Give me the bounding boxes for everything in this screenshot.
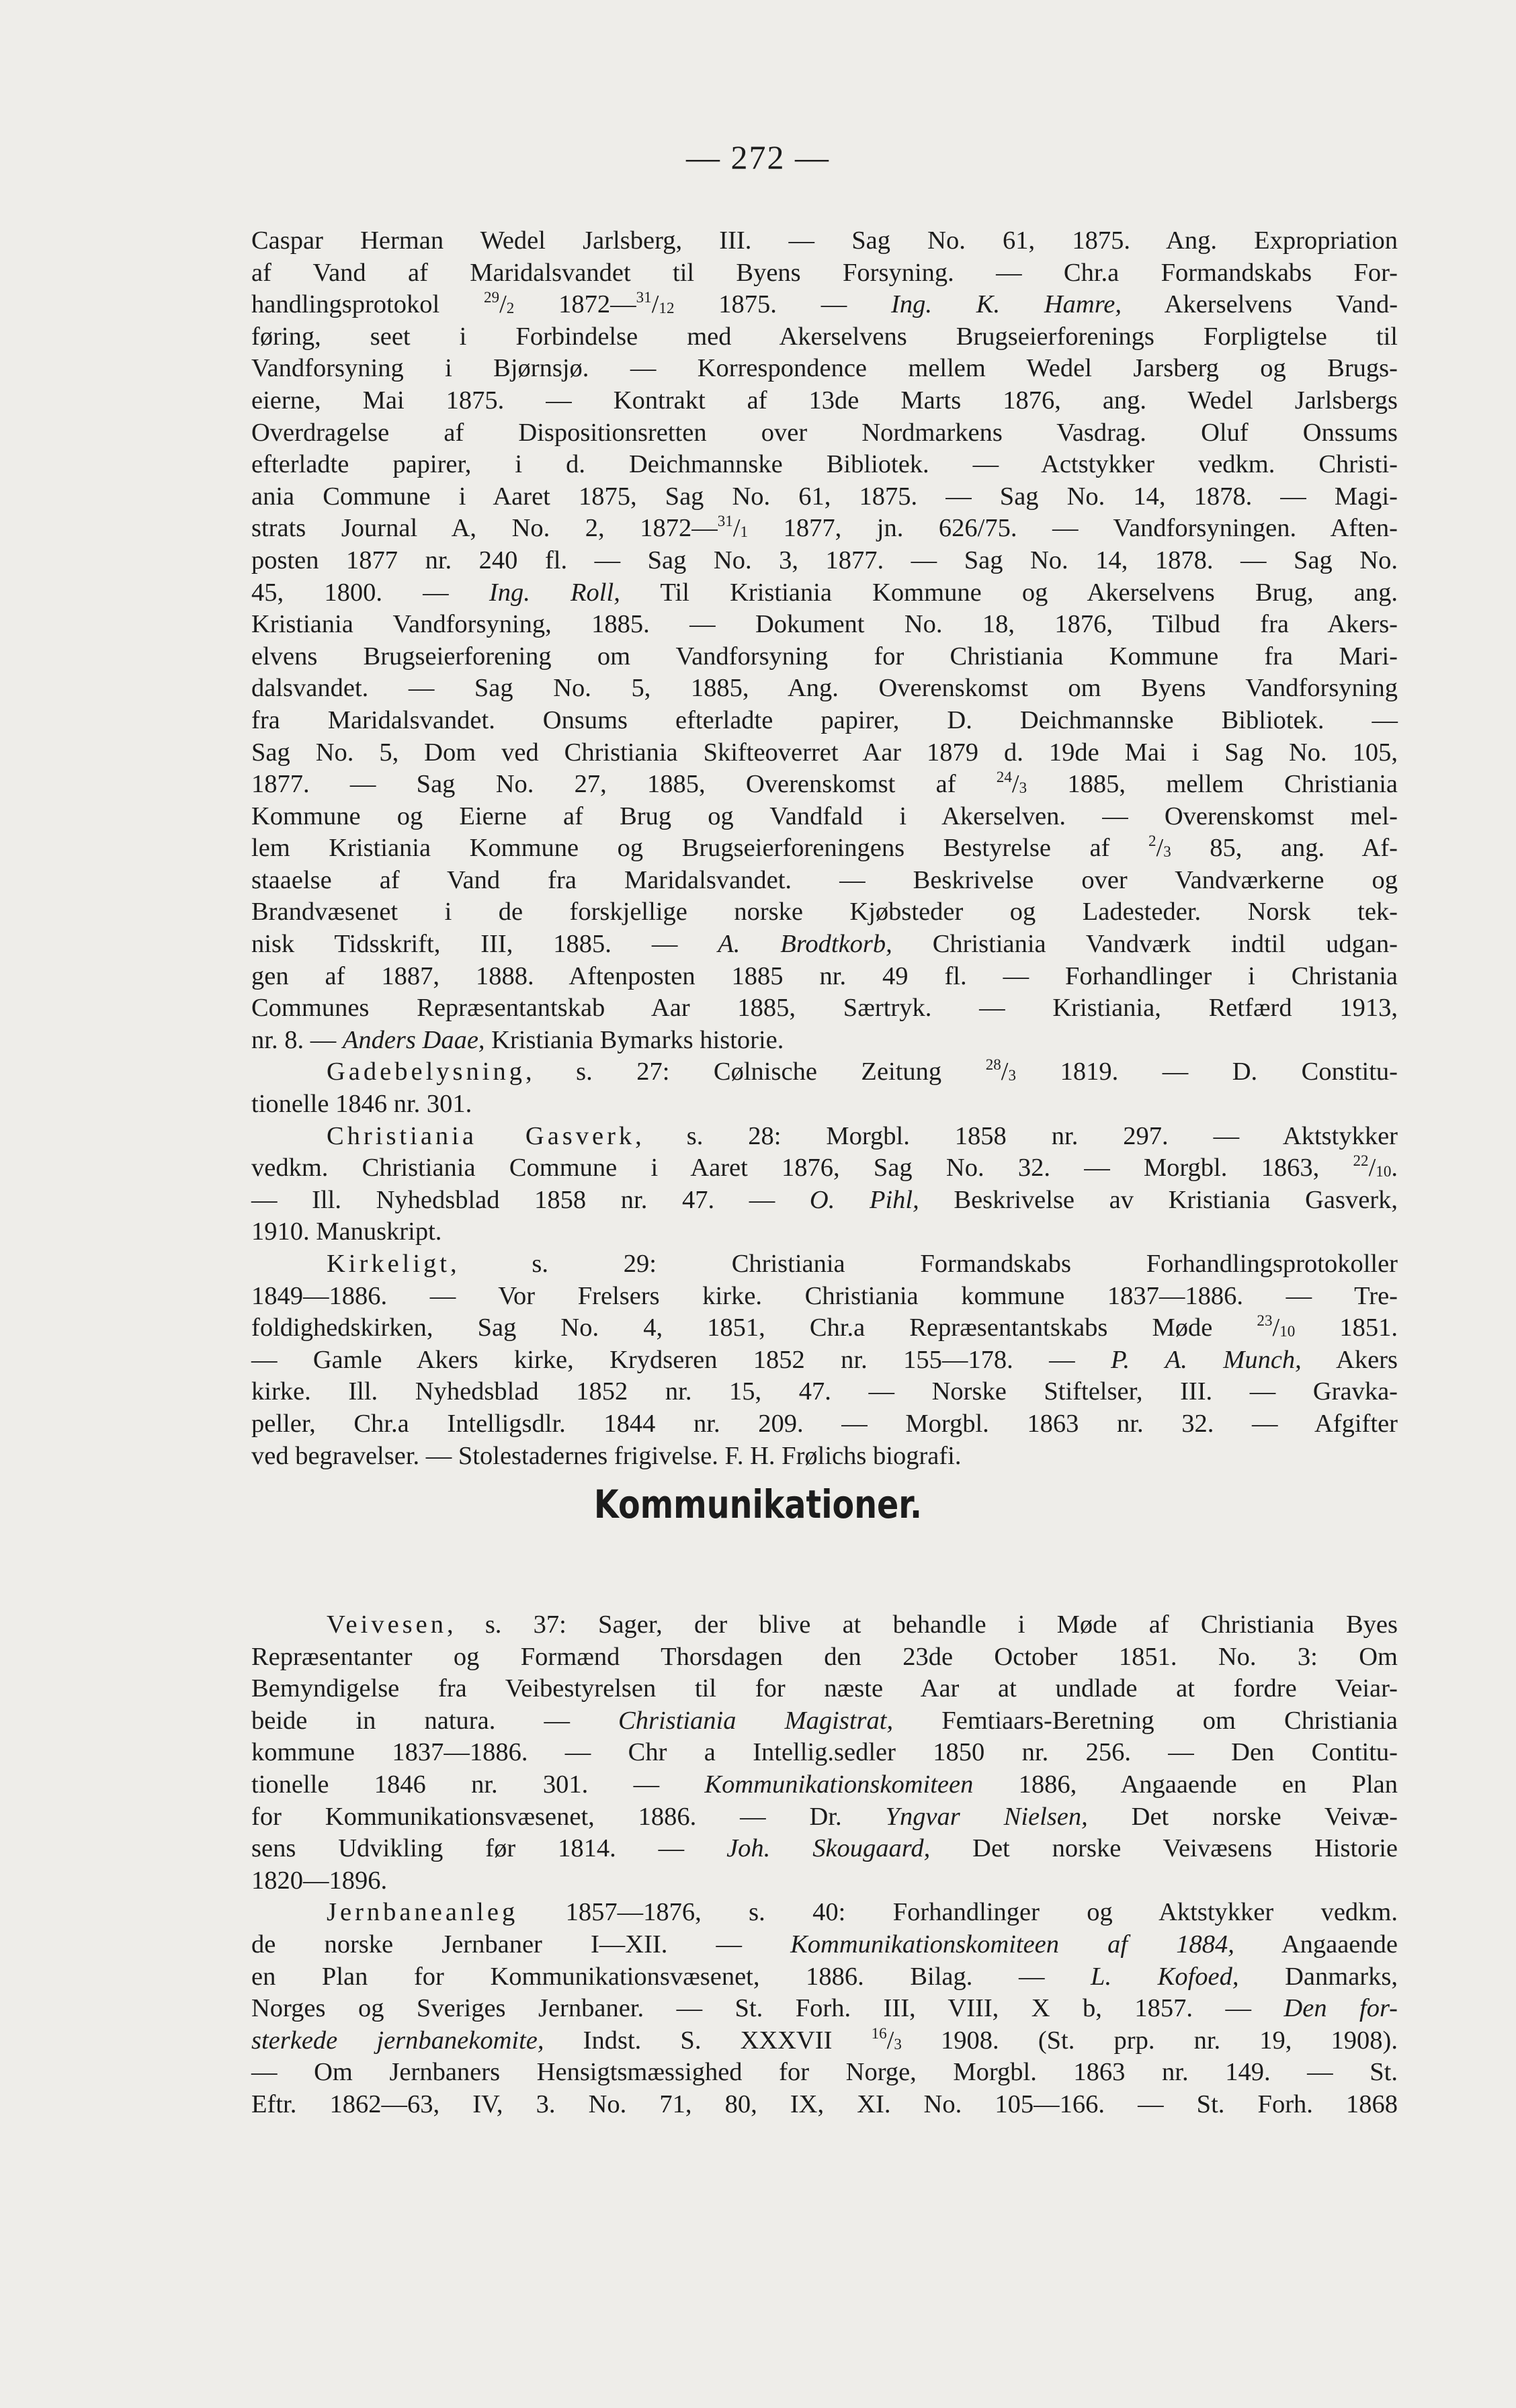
text-line: de norske Jernbaner I—XII. — Kommunikationskomiteen af 1884, Angaaende — [251, 1930, 1398, 1959]
text-line: ved begravelser. — Stolestadernes frigivelse. F. H. Frølichs biografi. — [251, 1441, 962, 1470]
text-line: staaelse af Vand fra Maridalsvandet. — Beskrivelse over Vandværkerne og — [251, 865, 1398, 894]
text-line: eierne, Mai 1875. — Kontrakt af 13de Marts 1876, ang. Wedel Jarlsbergs — [251, 386, 1398, 415]
section-heading: Kommunikationer. — [593, 1481, 923, 1527]
text-line: 1820—1896. — [251, 1866, 388, 1895]
author-name: Ing. Roll, — [489, 578, 620, 607]
text-line: gen af 1887, 1888. Aftenposten 1885 nr. 49 fl. — Forhandlinger i Christania — [251, 961, 1398, 990]
entry-gadebelysning: Gadebelysning, s. 27: Cølnische Zeitung $^{28}/_3$ 1819. — D. Constitu- — [327, 1056, 1398, 1086]
entry-veivesen: Veivesen, s. 37: Sager, der blive at behandle i Møde af Christiania Byes — [327, 1610, 1398, 1639]
text-line: tionelle 1846 nr. 301. — [251, 1090, 472, 1119]
entry-jernbaneanleg: Jernbaneanleg 1857—1876, s. 40: Forhandlinger og Aktstykker vedkm. — [327, 1898, 1398, 1927]
text-line: Sag No. 5, Dom ved Christiania Skifteoverret Aar 1879 d. 19de Mai i Sag No. 105, — [251, 738, 1398, 767]
text-line: — Ill. Nyhedsblad 1858 nr. 47. — O. Pihl, Beskrivelse av Kristiania Gasverk, — [251, 1185, 1398, 1214]
bibliography-section-1 — [251, 225, 1398, 1472]
entry-keyword: Jernbaneanleg — [327, 1898, 519, 1927]
text-line: Brandvæsenet i de forskjellige norske Kjøbsteder og Ladesteder. Norsk tek- — [251, 898, 1398, 927]
text-line: sterkede jernbanekomite, Indst. S. XXXVII $^{16}/_3$ 1908. (St. prp. nr. 19, 1908). — [251, 2024, 1398, 2055]
text-line: kommune 1837—1886. — Chr a Intellig.sedler 1850 nr. 256. — Den Contitu- — [251, 1738, 1398, 1767]
text-line: efterladte papirer, i d. Deichmannske Bibliotek. — Actstykker vedkm. Christi- — [251, 450, 1398, 479]
text-line: Kristiania Vandforsyning, 1885. — Dokument No. 18, 1876, Tilbud fra Akers- — [251, 610, 1398, 639]
author-name: Den for- — [1283, 1994, 1398, 2023]
entry-keyword: Veivesen — [327, 1610, 447, 1639]
text-line: — Om Jernbaners Hensigtsmæssighed for Norge, Morgbl. 1863 nr. 149. — St. — [251, 2058, 1398, 2087]
author-name: Anders Daae, — [342, 1025, 485, 1054]
text-line: sens Udvikling før 1814. — Joh. Skougaard, Det norske Veivæsens Historie — [251, 1834, 1398, 1863]
author-name: L. Kofoed, — [1091, 1962, 1239, 1991]
text-line: for Kommunikationsvæsenet, 1886. — Dr. Yngvar Nielsen, Det norske Veivæ- — [251, 1802, 1398, 1831]
text-line: handlingsprotokol $^{29}/_2$ $1872—^{31}/_{12}$ 1875. — Ing. K. Hamre, Akerselvens Vand- — [251, 288, 1398, 319]
entry-christiania-gasverk: Christiania Gasverk, s. 28: Morgbl. 1858 nr. 297. — Aktstykker — [327, 1121, 1398, 1150]
text-line: 1910. Manuskript. — [251, 1217, 442, 1246]
bibliography-section-2 — [251, 1609, 1398, 2121]
entry-keyword: Gadebelysning — [327, 1058, 525, 1086]
text-line: kirke. Ill. Nyhedsblad 1852 nr. 15, 47. — Norske Stiftelser, III. — Gravka- — [251, 1377, 1398, 1406]
text-line: elvens Brugseierforening om Vandforsyning for Christiania Kommune fra Mari- — [251, 642, 1398, 671]
author-name: Yngvar Nielsen, — [885, 1802, 1088, 1831]
text-line: nisk Tidsskrift, III, 1885. — A. Brodtkorb, Christiania Vandværk indtil udgan- — [251, 930, 1398, 959]
text-line: tionelle 1846 nr. 301. — Kommunikationskomiteen 1886, Angaaende en Plan — [251, 1770, 1398, 1799]
text-line: foldighedskirken, Sag No. 4, 1851, Chr.a Repræsentantskabs Møde $^{23}/_{10}$ 1851. — [251, 1312, 1398, 1342]
text-line: ania Commune i Aaret 1875, Sag No. 61, 1875. — Sag No. 14, 1878. — Magi- — [251, 482, 1398, 511]
text-line: strats Journal A, No. 2, $1872—^{31}/_1$ 1877, jn. 626/75. — Vandforsyningen. Aften- — [251, 512, 1398, 543]
text-line: Overdragelse af Dispositionsretten over Nordmarkens Vasdrag. Oluf Onssums — [251, 418, 1398, 447]
text-line: dalsvandet. — Sag No. 5, 1885, Ang. Overenskomst om Byens Vandforsyning — [251, 674, 1398, 703]
text-line: Eftr. 1862—63, IV, 3. No. 71, 80, IX, XI. No. 105—166. — St. Forh. 1868 — [251, 2090, 1398, 2118]
text-line: fra Maridalsvandet. Onsums efterladte papirer, D. Deichmannske Bibliotek. — — [251, 705, 1398, 734]
text-line: en Plan for Kommunikationsvæsenet, 1886. Bilag. — L. Kofoed, Danmarks, — [251, 1962, 1398, 1991]
text-line: nr. 8. — Anders Daae, Kristiania Bymarks historie. — [251, 1025, 784, 1054]
text-line: 1849—1886. — Vor Frelsers kirke. Christiania kommune 1837—1886. — Tre- — [251, 1281, 1398, 1310]
text-line: Repræsentanter og Formænd Thorsdagen den 23de October 1851. No. 3: Om — [251, 1642, 1398, 1671]
author-name: Joh. Skougaard, — [726, 1834, 931, 1863]
author-name: Christiania Magistrat, — [618, 1706, 894, 1735]
author-name: Kommunikationskomiteen af 1884, — [790, 1930, 1234, 1959]
text-line: Caspar Herman Wedel Jarlsberg, III. — Sag No. 61, 1875. Ang. Expropriation — [251, 226, 1398, 255]
author-name: P. A. Munch, — [1110, 1345, 1302, 1374]
text-line: 45, 1800. — Ing. Roll, Til Kristiania Kommune og Akerselvens Brug, ang. — [251, 578, 1398, 607]
text-line: Vandforsyning i Bjørnsjø. — Korrespondence mellem Wedel Jarsberg og Brugs- — [251, 354, 1398, 383]
text-line: lem Kristiania Kommune og Brugseierforeningens Bestyrelse af $^2/_3$ 85, ang. Af- — [251, 832, 1398, 863]
text-line: Kommune og Eierne af Brug og Vandfald i Akerselven. — Overenskomst mel- — [251, 802, 1398, 830]
text-line: posten 1877 nr. 240 fl. — Sag No. 3, 1877. — Sag No. 14, 1878. — Sag No. — [251, 546, 1398, 574]
text-line: Communes Repræsentantskab Aar 1885, Særtryk. — Kristiania, Retfærd 1913, — [251, 994, 1398, 1023]
text-line: — Gamle Akers kirke, Krydseren 1852 nr. 155—178. — P. A. Munch, Akers — [251, 1345, 1398, 1374]
author-name: Ing. K. Hamre, — [891, 290, 1122, 319]
text-line: Bemyndigelse fra Veibestyrelsen til for næste Aar at undlade at fordre Veiar- — [251, 1674, 1398, 1703]
entry-keyword: Christiania Gasverk — [327, 1121, 636, 1150]
text-line: af Vand af Maridalsvandet til Byens Forsyning. — Chr.a Formandskabs For- — [251, 258, 1398, 287]
text-line: Norges og Sveriges Jernbaner. — St. Forh. III, VIII, X b, 1857. — Den for- — [251, 1994, 1398, 2023]
text-line: peller, Chr.a Intelligsdlr. 1844 nr. 209. — Morgbl. 1863 nr. 32. — Afgifter — [251, 1409, 1398, 1438]
text-line: beide in natura. — Christiania Magistrat, Femtiaars-Beretning om Christiania — [251, 1706, 1398, 1735]
text-line: vedkm. Christiania Commune i Aaret 1876, Sag No. 32. — Morgbl. 1863, $^{22}/_{10}$. — [251, 1152, 1398, 1182]
author-name: A. Brodtkorb, — [718, 930, 892, 959]
text-line: 1877. — Sag No. 27, 1885, Overenskomst af $^{24}/_3$ 1885, mellem Christiania — [251, 768, 1398, 799]
page-number: — 272 — — [686, 138, 830, 176]
entry-keyword: Kirkeligt — [327, 1250, 450, 1278]
text-line: føring, seet i Forbindelse med Akerselvens Brugseierforenings Forpligtelse til — [251, 322, 1398, 351]
author-name: Kommunikationskomiteen — [704, 1770, 974, 1799]
author-name: sterkede jernbanekomite, — [251, 2026, 544, 2055]
entry-kirkeligt: Kirkeligt, s. 29: Christiania Formandskabs Forhandlingsprotokoller — [327, 1250, 1398, 1278]
author-name: O. Pihl, — [809, 1185, 919, 1214]
